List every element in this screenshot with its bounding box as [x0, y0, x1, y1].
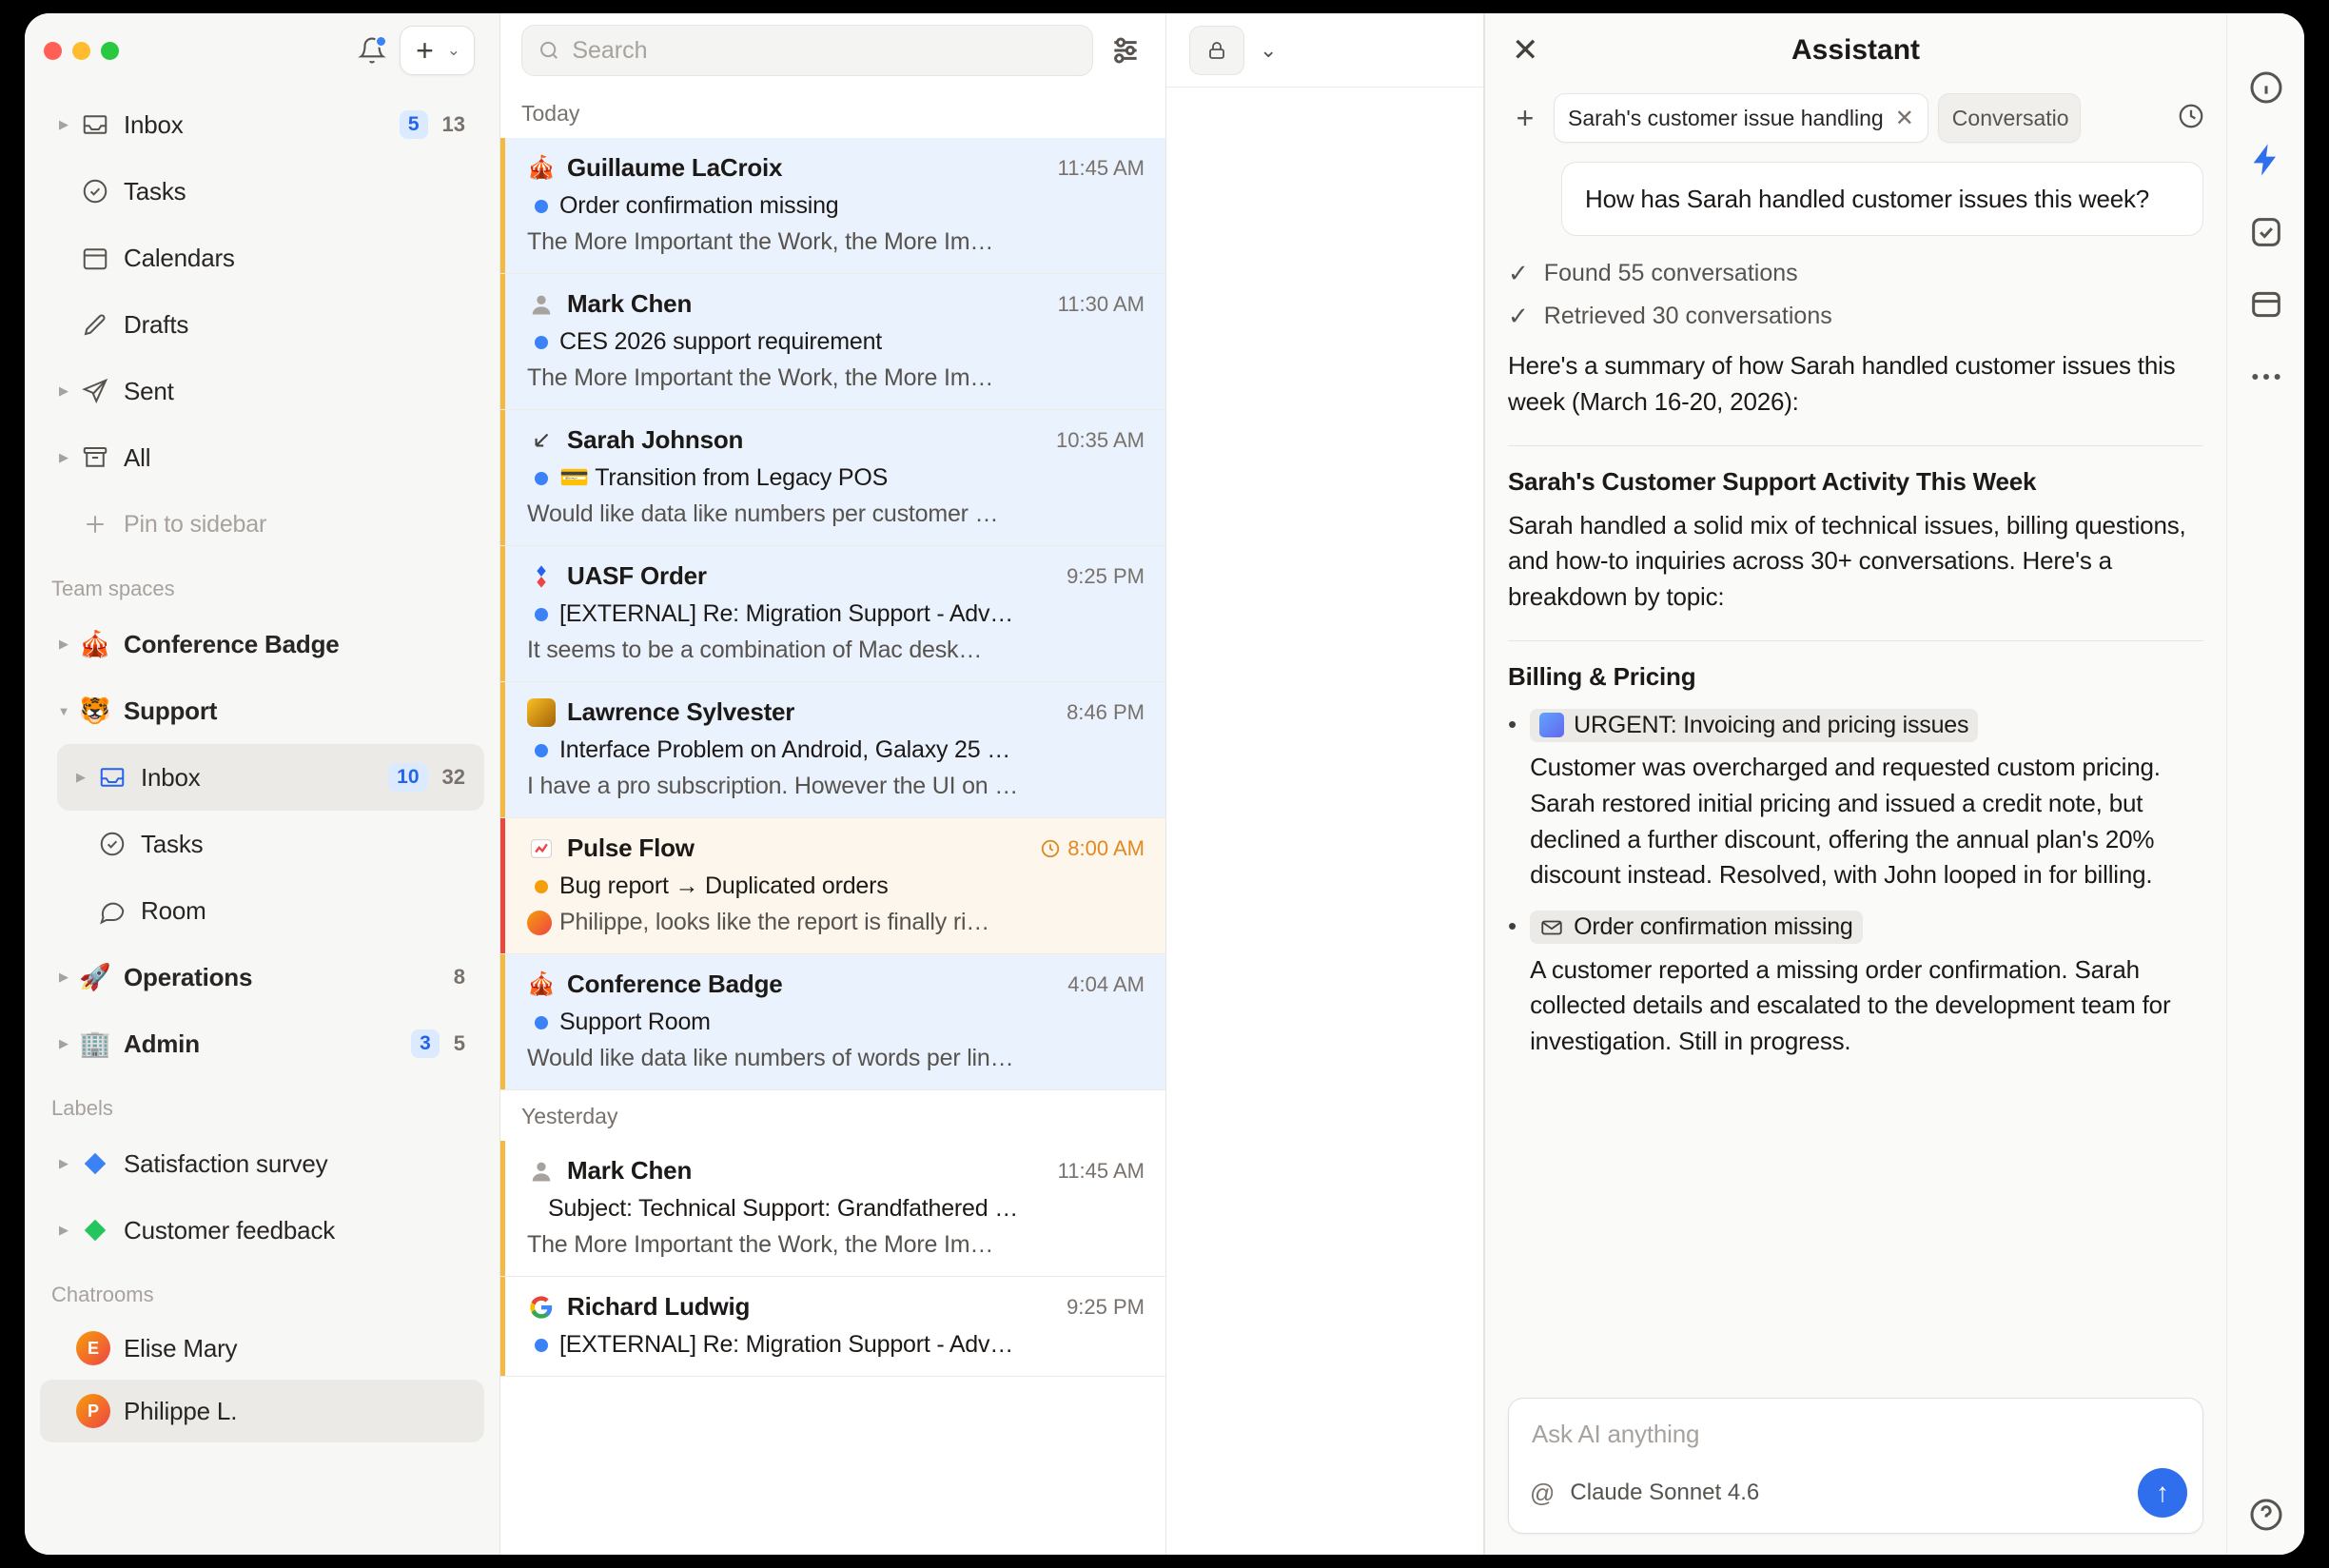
reader-pane — [1166, 13, 1484, 1555]
sidebar-item-label: Tasks — [124, 176, 186, 206]
tab-label: Sarah's customer issue handling — [1568, 105, 1884, 130]
message-preview: The More Important the Work, the More Im… — [527, 228, 994, 255]
assistant-panel — [1484, 13, 2226, 1555]
tab-label: Conversatio — [1951, 105, 2069, 130]
avatar — [527, 698, 556, 727]
assistant-step — [1508, 302, 2203, 331]
message-sender: Pulse Flow — [567, 833, 695, 862]
maximize-window-button[interactable] — [101, 42, 119, 60]
sidebar-label-customer-feedback[interactable] — [40, 1197, 484, 1264]
more-icon[interactable] — [2247, 358, 2285, 396]
arrow-down-left-icon — [527, 426, 556, 455]
user-message: How has Sarah handled customer issues this week? — [1561, 162, 2203, 236]
clock-history-icon[interactable] — [2177, 102, 2205, 135]
message-subject: Bug report → Duplicated orders — [559, 872, 889, 899]
total-count: 8 — [453, 965, 465, 989]
paper-plane-icon — [76, 377, 114, 405]
sidebar-toolbar — [25, 13, 499, 88]
avatar — [527, 911, 552, 935]
sidebar-item-label: Sent — [124, 376, 174, 405]
chatroom-philippe-l[interactable] — [40, 1380, 484, 1442]
message-time: 10:35 AM — [1056, 427, 1145, 452]
tag-icon — [76, 1216, 114, 1245]
message-list[interactable] — [500, 88, 1165, 1555]
window-traffic-lights[interactable] — [44, 42, 119, 60]
plus-icon: + — [416, 33, 434, 68]
message-sender: UASF Order — [567, 561, 707, 590]
unread-dot — [535, 200, 548, 213]
day-header: Yesterday — [500, 1090, 1165, 1141]
sidebar — [25, 13, 500, 1555]
message-subject: 💳 Transition from Legacy POS — [559, 464, 889, 491]
message-subject: Interface Problem on Android, Galaxy 25 … — [559, 736, 1011, 763]
send-button[interactable]: ↑ — [2138, 1468, 2187, 1518]
chevron-down-icon[interactable]: ⌄ — [1260, 37, 1278, 62]
bullet-body: Customer was overcharged and requested custom pricing. Sarah restored initial pricing and issued a credit note, but declined a further discount, offering the annual plan's 20% discount instead. Resolved, with John looped in for billing. — [1530, 753, 2161, 890]
sidebar-item-inbox[interactable] — [40, 91, 484, 158]
chatroom-label: Philippe L. — [124, 1396, 238, 1425]
message-row[interactable] — [500, 682, 1165, 818]
archive-icon — [76, 443, 114, 472]
app-window — [25, 13, 2304, 1555]
assistant-step — [1508, 259, 2203, 288]
unread-dot — [535, 1339, 548, 1352]
chevron-right-icon[interactable]: ▶ — [59, 450, 68, 464]
new-item-button[interactable] — [400, 26, 475, 75]
close-icon[interactable]: ✕ — [1512, 32, 1539, 69]
chatroom-label: Elise Mary — [124, 1333, 238, 1362]
unread-count: 3 — [411, 1029, 440, 1058]
notification-badge — [375, 35, 387, 48]
chevron-right-icon[interactable]: ▶ — [59, 1036, 68, 1050]
archive-box-icon[interactable] — [2247, 285, 2285, 323]
avatar: P — [76, 1394, 110, 1428]
mention-icon[interactable]: @ — [1530, 1478, 1556, 1507]
message-sender: Conference Badge — [567, 970, 783, 998]
conversation-link[interactable] — [1530, 911, 1863, 944]
divider — [1508, 445, 2203, 446]
sidebar-item-operations[interactable] — [40, 944, 484, 1010]
clock-icon — [1040, 838, 1061, 859]
message-time: 11:45 AM — [1057, 155, 1145, 180]
sidebar-item-support-tasks[interactable] — [57, 811, 484, 877]
total-count: 13 — [441, 112, 465, 136]
message-list-pane — [500, 13, 1166, 1555]
unread-dot — [535, 880, 548, 893]
sidebar-item-conference-badge[interactable] — [40, 611, 484, 677]
sidebar-item-calendars[interactable] — [40, 225, 484, 291]
sidebar-nav — [25, 88, 499, 1555]
minimize-window-button[interactable] — [72, 42, 90, 60]
message-preview: Would like data like numbers of words per lin… — [527, 1045, 1014, 1071]
brand-logo-icon — [527, 562, 556, 591]
chevron-right-icon[interactable]: ▶ — [76, 770, 86, 784]
sidebar-item-sent[interactable] — [40, 358, 484, 424]
message-preview — [527, 909, 1145, 936]
pencil-icon — [76, 310, 114, 339]
check-circle-icon — [93, 830, 131, 858]
sidebar-item-label: All — [124, 442, 151, 472]
chevron-down-icon[interactable]: ▼ — [57, 703, 70, 718]
unread-dot — [535, 608, 548, 621]
plus-icon — [76, 510, 114, 539]
check-icon: ✓ — [1508, 302, 1529, 331]
chevron-right-icon[interactable]: ▶ — [59, 117, 68, 131]
avatar — [1539, 713, 1564, 737]
search-box[interactable] — [521, 25, 1093, 76]
divider — [1508, 640, 2203, 641]
sidebar-item-all[interactable] — [40, 424, 484, 491]
search-icon — [538, 38, 560, 63]
sidebar-item-support[interactable] — [40, 677, 484, 744]
notifications-bell-icon[interactable] — [358, 36, 386, 65]
sidebar-item-label: Drafts — [124, 309, 189, 339]
assistant-subsection-title: Billing & Pricing — [1508, 661, 1696, 691]
message-subject: CES 2026 support requirement — [559, 328, 883, 355]
message-sender: Mark Chen — [567, 289, 693, 318]
inbox-icon — [76, 110, 114, 139]
inbox-icon — [93, 763, 131, 792]
office-building-icon: 🏢 — [79, 1029, 111, 1058]
assistant-header — [1485, 13, 2226, 88]
message-sender: Guillaume LaCroix — [567, 153, 783, 182]
message-subject: Support Room — [559, 1009, 711, 1035]
google-icon — [527, 1293, 556, 1322]
sidebar-item-label: Conference Badge — [124, 629, 340, 658]
help-icon[interactable] — [2247, 1515, 2285, 1555]
assistant-conversation — [1485, 156, 2226, 1384]
unread-dot — [535, 744, 548, 757]
check-icon: ✓ — [1508, 259, 1529, 288]
lightning-icon[interactable] — [2247, 141, 2285, 179]
chevron-right-icon[interactable]: ▶ — [59, 970, 68, 984]
chat-icon — [93, 896, 131, 925]
sidebar-item-support-inbox[interactable] — [57, 744, 484, 811]
message-preview: The More Important the Work, the More Im… — [527, 1231, 994, 1258]
message-row[interactable] — [500, 138, 1165, 274]
unread-dot — [535, 336, 548, 349]
message-row[interactable] — [500, 954, 1165, 1090]
message-row[interactable] — [500, 274, 1165, 410]
chevron-right-icon[interactable]: ▶ — [59, 383, 68, 398]
assistant-intro: Here's a summary of how Sarah handled customer issues this week (March 16-20, 2026): — [1508, 351, 2176, 417]
sidebar-item-label: Customer feedback — [124, 1215, 336, 1245]
sidebar-item-label: Tasks — [141, 829, 204, 858]
chevron-down-icon[interactable]: ⌄ — [446, 41, 460, 59]
message-sender: Sarah Johnson — [567, 425, 744, 454]
sidebar-item-label: Satisfaction survey — [124, 1148, 328, 1178]
sidebar-item-label: Room — [141, 895, 206, 925]
tag-label: URGENT: Invoicing and pricing issues — [1574, 711, 1969, 738]
sidebar-label-satisfaction-survey[interactable] — [40, 1130, 484, 1197]
tag-icon — [76, 1149, 114, 1178]
message-subject: Subject: Technical Support: Grandfathered … — [548, 1195, 1019, 1222]
message-row[interactable] — [500, 1141, 1165, 1277]
message-row[interactable] — [500, 546, 1165, 682]
search-input[interactable] — [572, 37, 1077, 65]
sidebar-item-drafts[interactable] — [40, 291, 484, 358]
envelope-icon — [1539, 915, 1564, 940]
assistant-composer — [1485, 1384, 2226, 1555]
message-time: 11:45 AM — [1057, 1158, 1145, 1183]
message-row[interactable] — [500, 818, 1165, 954]
list-toolbar — [500, 13, 1165, 88]
team-spaces-header: Team spaces — [51, 577, 175, 600]
sidebar-item-label: Admin — [124, 1029, 200, 1058]
info-icon[interactable] — [2247, 69, 2285, 107]
rocket-icon: 🚀 — [79, 963, 111, 991]
unread-dot — [535, 472, 548, 485]
model-selector[interactable]: Claude Sonnet 4.6 — [1570, 1480, 1760, 1505]
message-time: 4:04 AM — [1067, 971, 1145, 996]
sidebar-item-tasks[interactable] — [40, 158, 484, 225]
message-time: 8:46 PM — [1067, 699, 1145, 724]
assistant-bullet — [1508, 911, 2203, 1060]
message-sender: Richard Ludwig — [567, 1292, 751, 1321]
message-time: 9:25 PM — [1067, 563, 1145, 588]
pin-label: Pin to sidebar — [124, 510, 267, 538]
tag-label: Order confirmation missing — [1574, 913, 1853, 941]
message-preview: I have a pro subscription. However the UI on … — [527, 773, 1019, 799]
circus-tent-icon: 🎪 — [527, 155, 556, 181]
reader-toolbar — [1166, 13, 1483, 88]
ai-prompt-input[interactable]: Ask AI anything — [1532, 1420, 1700, 1448]
chevron-right-icon[interactable]: ▶ — [59, 1223, 68, 1237]
bullet-body: A customer reported a missing order confirmation. Sarah collected details and escalated to the development team for investigation. Still in progress. — [1530, 954, 2171, 1055]
sidebar-item-label: Operations — [124, 962, 253, 991]
message-time: 11:30 AM — [1057, 291, 1145, 316]
check-badge-icon[interactable] — [2247, 213, 2285, 251]
chart-icon — [527, 834, 556, 863]
bullet-icon: • — [1508, 911, 1517, 941]
pin-to-sidebar-button[interactable] — [40, 491, 484, 558]
calendar-icon — [76, 244, 114, 272]
person-icon — [527, 290, 556, 319]
unread-count: 10 — [388, 763, 427, 792]
assistant-tabs — [1485, 88, 2226, 156]
time-text: 8:00 AM — [1067, 835, 1145, 860]
message-subject: Order confirmation missing — [559, 192, 839, 219]
sidebar-item-label: Calendars — [124, 243, 235, 272]
assistant-title: Assistant — [1791, 34, 1921, 66]
message-preview: The More Important the Work, the More Im… — [527, 364, 994, 391]
circus-tent-icon: 🎪 — [527, 971, 556, 997]
unread-dot — [535, 1016, 548, 1029]
close-icon[interactable]: ✕ — [1894, 105, 1914, 131]
avatar: E — [76, 1331, 110, 1365]
message-subject: [EXTERNAL] Re: Migration Support - Adv… — [559, 1331, 1014, 1358]
message-subject: [EXTERNAL] Re: Migration Support - Adv… — [559, 600, 1014, 627]
total-count: 32 — [441, 765, 465, 789]
total-count: 5 — [453, 1031, 465, 1055]
tab-conversation[interactable] — [1938, 93, 2081, 143]
assistant-bullet — [1508, 709, 2203, 893]
sidebar-item-admin[interactable] — [40, 1010, 484, 1077]
step-label: Found 55 conversations — [1543, 260, 1798, 287]
tiger-icon: 🐯 — [79, 696, 111, 725]
support-children — [25, 744, 499, 944]
bullet-icon: • — [1508, 709, 1517, 738]
filter-icon[interactable] — [1106, 31, 1145, 69]
conversation-link[interactable] — [1530, 709, 1978, 742]
sidebar-item-label: Support — [124, 696, 218, 725]
unread-count: 5 — [400, 110, 428, 139]
message-sender: Lawrence Sylvester — [567, 697, 795, 726]
chevron-right-icon[interactable]: ▶ — [59, 1156, 68, 1170]
sidebar-item-label: Inbox — [141, 762, 201, 792]
close-window-button[interactable] — [44, 42, 62, 60]
message-time: 9:25 PM — [1067, 1294, 1145, 1319]
labels-header: Labels — [51, 1096, 113, 1120]
circus-tent-icon: 🎪 — [79, 630, 111, 658]
person-icon — [527, 1157, 556, 1186]
preview-text: Philippe, looks like the report is finally ri… — [559, 909, 990, 935]
assistant-section-title: Sarah's Customer Support Activity This Week — [1508, 466, 2037, 496]
new-conversation-button[interactable]: + — [1516, 100, 1535, 135]
message-row[interactable] — [500, 1277, 1165, 1377]
message-preview: Would like data like numbers per customer … — [527, 500, 999, 527]
sidebar-item-label: Inbox — [124, 109, 184, 139]
lock-icon[interactable] — [1189, 26, 1244, 75]
chatroom-elise-mary[interactable] — [40, 1317, 484, 1380]
step-label: Retrieved 30 conversations — [1543, 303, 1832, 330]
message-sender: Mark Chen — [567, 1156, 693, 1185]
chevron-right-icon[interactable]: ▶ — [59, 637, 68, 651]
sidebar-item-support-room[interactable] — [57, 877, 484, 944]
check-circle-icon — [76, 177, 114, 206]
tab-sarahs-customer-issue-handling[interactable] — [1554, 93, 1928, 143]
right-rail — [2226, 13, 2304, 1555]
message-preview: It seems to be a combination of Mac desk… — [527, 637, 983, 663]
assistant-section-body: Sarah handled a solid mix of technical issues, billing questions, and how-to inquiries across 30+ conversations. Here's a breakdown by topic: — [1508, 510, 2186, 612]
chatrooms-header: Chatrooms — [51, 1283, 154, 1306]
message-row[interactable] — [500, 410, 1165, 546]
message-time — [1040, 836, 1145, 861]
day-header: Today — [500, 88, 1165, 138]
